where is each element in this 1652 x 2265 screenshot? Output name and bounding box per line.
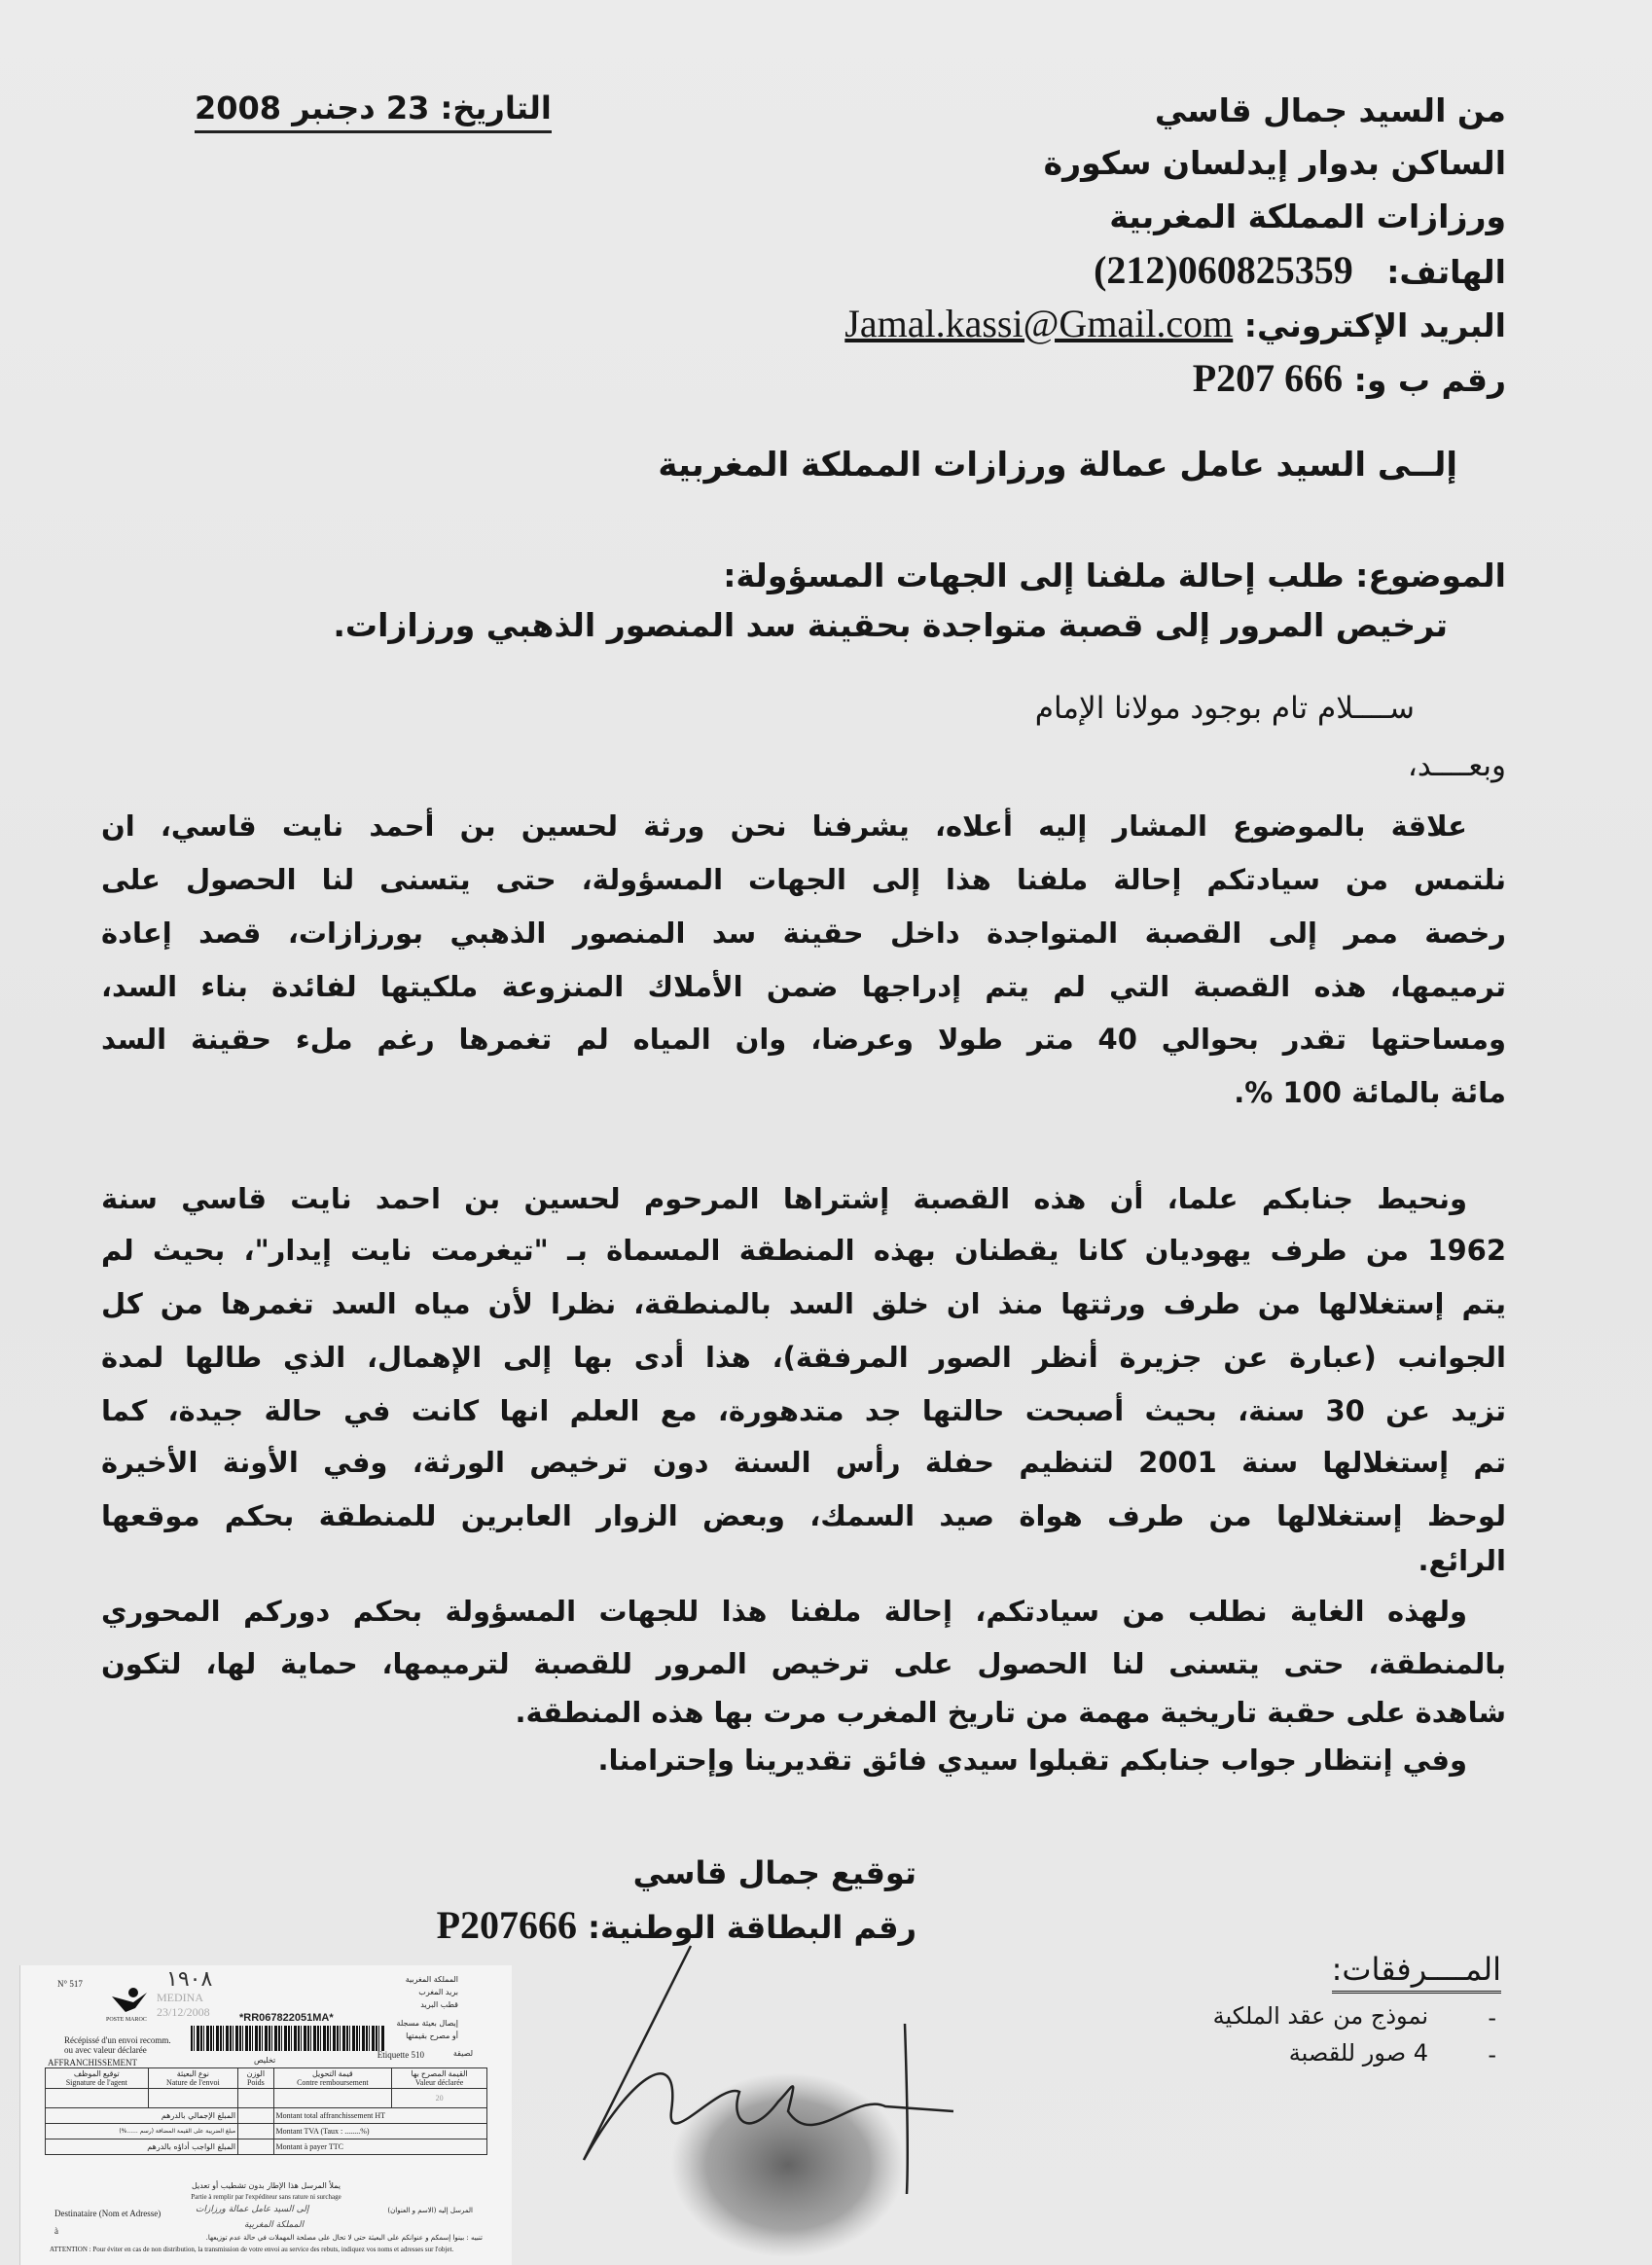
title-line: ou avec valeur déclarée [64,2045,147,2055]
handwritten-mark: ١٩٠٨ [166,1967,213,1992]
paragraph-1-line: ترميمها، هذه القصبة التي لم يتم إدراجها ضمن الأملاك المنزوعة ملكيتها لفائدة بناء السد، [101,970,1506,1003]
logo-text: POSTE MAROC [106,2017,147,2023]
email-label: البريد الإكتروني: [1243,306,1506,344]
amount-ar: مبلغ الضريبة على القيمة المضافة (رسم ......%) [46,2124,238,2139]
paragraph-2-line: تزيد عن 30 سنة، بحيث أصبحت حالتها جد متدهورة، مع العلم انها كانت في حالة جيدة، كما [101,1394,1506,1427]
paragraph-2-line: تم إستغلالها سنة 2001 لتنظيم حفلة رأس السنة دون ترخيص الورثة، وفي الأونة الأخيرة [101,1446,1506,1479]
paragraph-2-line: الجوانب (عبارة عن جزيرة أنظر الصور المرفقة)، هذا أدى بها إلى الإهمال، الذي طالها لمدة [101,1341,1506,1374]
col-ar: توقيع الموظف [73,2069,120,2078]
label-fr: Etiquette 510 [377,2050,424,2060]
paragraph-1-line: مائة بالمائة 100 %. [1234,1076,1506,1109]
paragraph-2-line: يتم إستغلالها من طرف ورثتها منذ ان خلق السد بالمنطقة، نظرا لأن مياه السد تغمرها من كل [101,1287,1506,1320]
receipt-number: N° 517 [57,1979,83,1989]
greeting: ســــلام تام بوجود مولانا الإمام [1034,691,1415,726]
sender-phone-row [1094,246,1506,297]
affranchissement-label: AFFRANCHISSEMENT [48,2058,138,2067]
date-stamp [157,1991,210,2020]
col-ar: القيمة المصرح بها [411,2069,468,2078]
col-ar: الوزن [246,2069,266,2078]
dest-value-2: المملكة المغربية [244,2220,305,2230]
sender-note-fr: Partie à remplir par l'expéditeur sans rature ni surchage [191,2193,341,2201]
subject-line-2: ترخيص المرور إلى قصبة متواجدة بحقينة سد المنصور الذهبي ورزازات. [333,606,1448,644]
col-signature [46,2068,149,2089]
paragraph-2-line: 1962 من طرف يهوديان كانا يقطنان بهذه المنطقة المسماة بـ "تيغرمت نايت إيدار"، بحيث لم [101,1234,1506,1267]
sender-email-row [844,300,1506,350]
receipt-table [45,2067,487,2155]
poste-maroc-logo-icon [110,1987,149,2014]
postal-receipt [19,1965,512,2265]
barcode-icon [191,2026,385,2051]
col-fr: Signature de l'agent [65,2078,127,2087]
sender-region: ورزازات المملكة المغربية [1109,198,1506,235]
title-line: Récépissé d'un envoi recomm. [64,2035,171,2045]
signature-label: توقيع جمال قاسي [632,1854,916,1891]
declared-value: 20 [392,2089,487,2108]
col-nature [148,2068,238,2089]
attachments-title: المــــرفقات: [1332,1948,1501,1994]
phone-label: الهاتف: [1386,253,1506,291]
warning-ar: تنبيه : بينوا إسمكم و عنوانكم على البعيثة حتى لا تحال على مصلحة المهملات في حالة عدم توزيعها. [205,2234,483,2242]
fingerprint-icon [671,2072,905,2257]
paragraph-2-line: الرائع. [1418,1544,1506,1577]
col-fr: Poids [246,2078,265,2087]
paragraph-1-line: رخصة ممر إلى القصبة المتواجدة داخل حقينة سد المنصور الذهبي بورزازات، قصد إعادة [101,917,1506,950]
receipt-org [397,1973,458,2042]
col-value [392,2068,487,2089]
amount-fr: Montant total affranchissement HT [273,2108,486,2124]
stamp-office: MEDINA [157,1991,203,2004]
type-line: أو مصرح بقيمتها [406,2031,458,2040]
bullet-dash: - [1488,2004,1496,2031]
org-line: بريد المغرب [418,1988,458,1996]
paragraph-4-line: وفي إنتظار جواب جنابكم تقبلوا سيدي فائق تقديرينا وإحترامنا. [597,1744,1467,1777]
subject-line-1: الموضوع: طلب إحالة ملفنا إلى الجهات المسؤولة: [723,557,1506,594]
paragraph-1-line: علاقة بالموضوع المشار إليه أعلاه، يشرفنا نحن ورثة لحسين بن أحمد نايت قاسي، ان [101,809,1467,843]
opening: وبعــــد، [1407,748,1506,783]
national-id-label: رقم البطاقة الوطنية: [588,1909,916,1946]
recipient-line: إلــى السيد عامل عمالة ورزازات المملكة المغربية [658,446,1457,485]
phone-number: (212)060825359 [1094,248,1353,292]
org-line: المملكة المغربية [405,1975,458,1984]
paragraph-1-line: ومساحتها تقدر بحوالي 40 متر طولا وعرضا، وان المياه لم تغمرها رغم ملء حقينة السد [101,1023,1506,1056]
amount-fr: Montant à payer TTC [273,2139,486,2155]
attachment-item: نموذج من عقد الملكية [1212,2002,1428,2030]
clearance-label: تخليص [254,2056,276,2065]
col-weight [238,2068,273,2089]
paragraph-2-line: ونحيط جنابكم علما، أن هذه القصبة إشتراها المرحوم لحسين بن احمد نايت قاسي سنة [101,1182,1467,1215]
stamp-date: 23/12/2008 [157,2005,210,2019]
attachment-item: 4 صور للقصبة [1288,2039,1428,2067]
col-ar: نوع البعيثة [176,2069,209,2078]
org-line: قطب البريد [420,2000,458,2009]
email-address: Jamal.kassi@Gmail.com [844,302,1234,345]
sender-address: الساكن بدوار إيدلسان سكورة [1043,144,1506,182]
id-label: رقم ب و: [1353,361,1506,399]
col-ar: قيمة التحويل [311,2069,353,2078]
sender-note-ar: يملأ المرسل هذا الإطار بدون تشطيب أو تعديل [192,2181,341,2190]
col-fr: Nature de l'envoi [165,2078,220,2087]
letter-date: التاريخ: 23 دجنبر 2008 [195,86,552,133]
dest-to: à [54,2226,58,2236]
paragraph-1-line: نلتمس من سيادتكم إحالة ملفنا هذا إلى الجهات المسؤولة، حتى يتسنى لنا الحصول على [101,863,1506,896]
amount-ar: المبلغ الإجمالي بالدرهم [46,2108,238,2124]
label-ar: لصيقة [452,2049,473,2058]
col-fr: Contre remboursement [297,2078,369,2087]
dest-label-ar: المرسل إليه (الاسم و العنوان) [387,2207,473,2214]
dest-value-1: إلى السيد عامل عمالة ورزازات [196,2205,309,2214]
sender-id-row [1193,354,1506,405]
receipt-title-fr [64,2035,171,2055]
paragraph-3-line: شاهدة على حقبة تاريخية مهمة من تاريخ المغرب مرت بها هذه المنطقة. [515,1696,1506,1729]
paragraph-3-line: ولهذه الغاية نطلب من سيادتكم، إحالة ملفنا هذا للجهات المسؤولة بحكم دوركم المحوري [101,1595,1467,1628]
type-line: إيصال بعيثة مسجلة [396,2019,458,2028]
col-cod [273,2068,392,2089]
amount-ar: المبلغ الواجب أداؤه بالدرهم [46,2139,238,2155]
id-number: P207 666 [1192,356,1344,400]
amount-fr: Montant TVA (Taux : ........%) [273,2124,486,2139]
paragraph-3-line: بالمنطقة، حتى يتسنى لنا الحصول على ترخيص المرور للقصبة لترميمها، حماية لها، لتكون [101,1647,1506,1680]
tracking-number: *RR067822051MA* [239,2012,334,2024]
paragraph-2-line: لوحظ إستغلالها من طرف هواة صيد السمك، وبعض الزوار العابرين للمنطقة بحكم موقعها [101,1499,1506,1532]
dest-label-fr: Destinataire (Nom et Adresse) [54,2209,162,2218]
warning-fr: ATTENTION : Pour éviter en cas de non distribution, la transmission de votre envoi au service des rebuts, indiquez vos noms et adresses sur l'objet. [50,2246,454,2253]
bullet-dash: - [1488,2041,1496,2068]
col-fr: Valeur déclarée [414,2078,464,2087]
national-id-number: P207666 [436,1903,577,1947]
sender-name: من السيد جمال قاسي [1154,91,1506,129]
handwritten-signature-icon [545,1926,1051,2265]
